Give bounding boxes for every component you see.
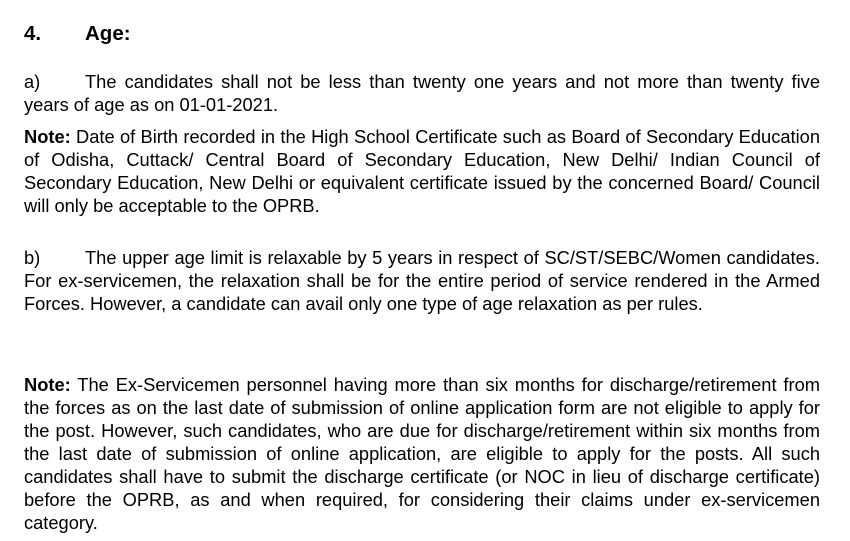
note-1-text: Date of Birth recorded in the High School Certificate such as Board of Secondary Education of Odisha, Cuttack/ Central Board of Secondary Education, New Delhi/ Indian Council of Secondary Education, New Delhi or equivalent certificate issued by the concerned Board/ Council will only be acceptable to the OPRB. bbox=[24, 126, 820, 216]
paragraph-a-text: The candidates shall not be less than twenty one years and not more than twenty five years of age as on 01-01-2021. bbox=[24, 71, 820, 115]
section-title: Age: bbox=[85, 22, 131, 45]
note-date-of-birth bbox=[24, 125, 820, 217]
paragraph-a-marker: a) bbox=[24, 71, 41, 92]
paragraph-b bbox=[24, 246, 820, 315]
note-ex-servicemen bbox=[24, 373, 820, 534]
section-heading bbox=[24, 21, 131, 47]
note-2-label: Note: bbox=[24, 374, 71, 395]
note-1-label: Note: bbox=[24, 126, 71, 147]
paragraph-b-marker: b) bbox=[24, 247, 41, 268]
note-2-text: The Ex-Servicemen personnel having more than six months for discharge/retirement from the forces as on the last date of submission of online application form are not eligible to apply for the post. However, such candidates, who are due for discharge/retirement within six months from the last date of submission of online application, are eligible to apply for the posts. All such candidates shall have to submit the discharge certificate (or NOC in lieu of discharge certificate) before the OPRB, as and when required, for considering their claims under ex-servicemen category. bbox=[24, 374, 820, 533]
paragraph-b-text: The upper age limit is relaxable by 5 years in respect of SC/ST/SEBC/Women candidates. For ex-servicemen, the relaxation shall be for the entire period of service rendered in the Armed Forces. However, a candidate can avail only one type of age relaxation as per rules. bbox=[24, 247, 820, 314]
section-number: 4. bbox=[24, 22, 42, 45]
paragraph-a bbox=[24, 70, 820, 116]
